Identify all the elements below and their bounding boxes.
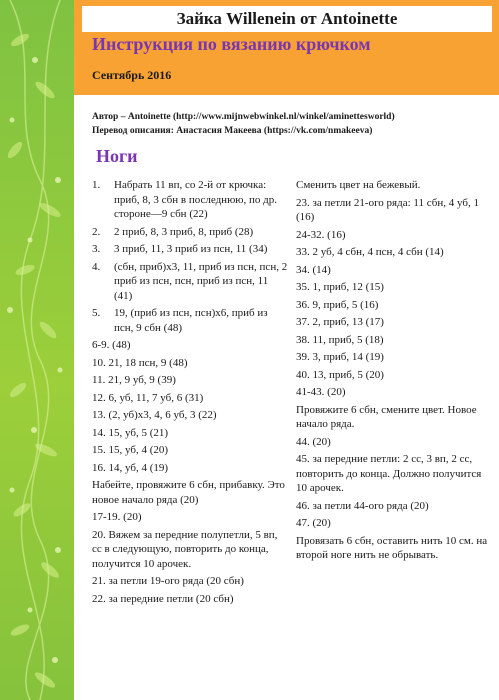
numbered-step bbox=[92, 225, 288, 240]
instruction-line: 16. 14, уб, 4 (19) bbox=[92, 461, 169, 474]
instruction-line: 34. (14) bbox=[296, 263, 331, 276]
instruction-line: Набейте, провяжите 6 сбн, прибавку. Это новое начало ряда (20) bbox=[92, 479, 285, 506]
step-text: 2 приб, 8, 3 приб, 8, приб (28) bbox=[114, 225, 254, 238]
step-number: 2. bbox=[92, 225, 101, 238]
instruction-line: 35. 1, приб, 12 (15) bbox=[296, 281, 384, 293]
step-text: 3 приб, 11, 3 приб из псн, 11 (34) bbox=[114, 243, 268, 255]
instruction-line: 24-32. (16) bbox=[296, 228, 346, 241]
instruction-line: 17-19. (20) bbox=[92, 511, 142, 523]
page-title: Зайка Willenein от Antoinette bbox=[82, 6, 492, 32]
instruction-line: 38. 11, приб, 5 (18) bbox=[296, 333, 384, 346]
instruction-line: 39. 3, приб, 14 (19) bbox=[296, 351, 384, 363]
instruction-line: 33. 2 уб, 4 сбн, 4 псн, 4 сбн (14) bbox=[296, 246, 444, 258]
author-line: Автор – Antoinette (http://www.mijnwebwinkel.nl/winkel/aminettesworld) bbox=[92, 112, 395, 122]
instruction-line: 21. за петли 19-ого ряда (20 сбн) bbox=[92, 575, 244, 587]
step-text: Набрать 11 вп, со 2-й от крючка: приб, 8, 3 сбн в последнюю, по др. стороне—9 сбн (22) bbox=[114, 179, 277, 220]
instruction-line: 44. (20) bbox=[296, 435, 331, 448]
instruction-line: 45. за передние петли: 2 сс, 3 вп, 2 сс, повторить до конца. Должно получится 10 арочек. bbox=[296, 453, 482, 494]
credits-block bbox=[92, 110, 492, 138]
step-text: (сбн, приб)х3, 11, приб из псн, псн, 2 приб из псн, псн, приб из псн, 11 (41) bbox=[114, 260, 288, 302]
instruction-line: 46. за петли 44-ого ряда (20) bbox=[296, 499, 429, 512]
instruction-line: Провяжите 6 сбн, смените цвет. Новое начало ряда. bbox=[296, 403, 477, 430]
instruction-line: 36. 9, приб, 5 (16) bbox=[296, 298, 379, 311]
instruction-line: 12. 6, уб, 11, 7 уб, 6 (31) bbox=[92, 391, 204, 404]
step-number: 3. bbox=[92, 243, 101, 255]
instruction-line: Сменить цвет на бежевый. bbox=[296, 179, 421, 191]
instruction-line: 47. (20) bbox=[296, 517, 331, 529]
step-number: 4. bbox=[92, 260, 101, 273]
instruction-line: 37. 2, приб, 13 (17) bbox=[296, 316, 384, 328]
numbered-step bbox=[92, 306, 288, 335]
instructions-left-column bbox=[92, 178, 288, 609]
document-subtitle: Инструкция по вязанию крючком bbox=[92, 34, 371, 54]
instruction-line: 20. Вяжем за передние полупетли, 5 вп, сс в следующую, повторить до конца, получится 10 арочек. bbox=[92, 528, 278, 570]
instruction-line: 22. за передние петли (20 сбн) bbox=[92, 592, 234, 605]
section-title: Ноги bbox=[96, 146, 138, 166]
instruction-line: 41-43. (20) bbox=[296, 386, 346, 398]
instruction-line: 14. 15, уб, 5 (21) bbox=[92, 426, 169, 439]
numbered-step bbox=[92, 242, 288, 257]
document-date: Сентябрь 2016 bbox=[92, 68, 172, 82]
instruction-line: 11. 21, 9 уб, 9 (39) bbox=[92, 374, 176, 386]
decorative-green-strip bbox=[0, 0, 74, 700]
step-number: 5. bbox=[92, 307, 101, 319]
step-text: 19, (приб из псн, псн)х6, приб из псн, 9 сбн (48) bbox=[114, 307, 268, 334]
numbered-step bbox=[92, 178, 288, 222]
instructions-right-column bbox=[296, 178, 492, 566]
instruction-line: 15. 15, уб, 4 (20) bbox=[92, 444, 169, 456]
translation-line: Перевод описания: Анастасия Макеева (https://vk.com/nmakeeva) bbox=[92, 126, 373, 136]
instruction-line: 10. 21, 18 псн, 9 (48) bbox=[92, 356, 188, 369]
instruction-line: Провязать 6 сбн, оставить нить 10 см. на второй ноге нить не обрывать. bbox=[296, 534, 488, 561]
instruction-line: 40. 13, приб, 5 (20) bbox=[296, 368, 384, 381]
step-number: 1. bbox=[92, 179, 101, 191]
floral-pattern-icon bbox=[0, 0, 74, 700]
instruction-line: 6-9. (48) bbox=[92, 339, 131, 351]
instruction-line: 13. (2, уб)х3, 4, 6 уб, 3 (22) bbox=[92, 409, 217, 421]
numbered-step bbox=[92, 260, 288, 304]
instruction-line: 23. за петли 21-ого ряда: 11 сбн, 4 уб, 1 (16) bbox=[296, 196, 479, 223]
